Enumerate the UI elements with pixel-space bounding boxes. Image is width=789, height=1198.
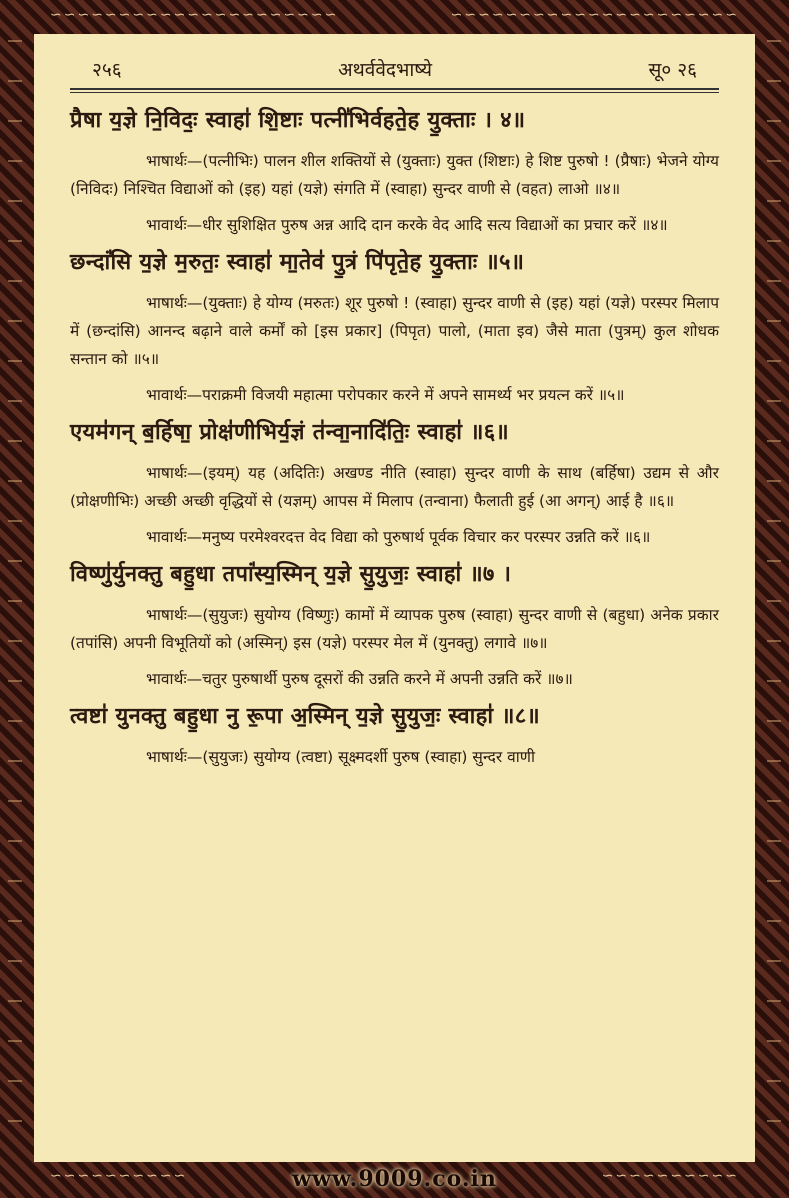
paragraph-text: (पत्नीभिः) पालन शील शक्तियों से (युक्ताः) युक्त (शिष्टाः) हे शिष्ट पुरुषो ! (प्रैषाः) भेजने योग्य (निविदः) निश्चित विद्याओं को (इह) यहां (यज्ञे) संगति में (स्वाहा) सुन्दर वाणी से (वहत) लाओ ॥४॥ <box>70 152 719 198</box>
mantra-verse: त्वष्टा॑ युनक्तु बहु॒धा नु रू॒पा अ॒स्मिन् य॒ज्ञे सु॒युजः॒ स्वाहा॑ ॥८॥ <box>70 704 540 729</box>
paragraph-label: भाषार्थः— <box>146 606 203 624</box>
paragraph-label: भाषार्थः— <box>146 294 203 312</box>
paragraph-text: (सुयुजः) सुयोग्य (त्वष्टा) सूक्ष्मदर्शी पुरुष (स्वाहा) सुन्दर वाणी <box>202 748 535 766</box>
mantra-verse: छन्दां॑सि य॒ज्ञे म॒रुतः॒ स्वाहा॑ मा॒तेव॑ पु॒त्रं पि॑पृते॒ह यु॒क्ताः ॥५॥ <box>70 250 525 275</box>
sukta-number: सू० २६ <box>648 59 697 81</box>
header-rule <box>70 88 719 93</box>
page-header <box>70 52 719 86</box>
paragraph-label: भावार्थः— <box>146 216 203 234</box>
paragraph-text: पराक्रमी विजयी महात्मा परोपकार करने में अपने सामर्थ्य भर प्रयत्न करें ॥५॥ <box>202 386 625 404</box>
paragraph-label: भावार्थः— <box>146 528 203 546</box>
mantra-verse: प्रैषा य॒ज्ञे नि॒विदः॒ स्वाहा॑ शि॒ष्टाः पत्नी॑भिर्वहते॒ह यु॒क्ताः । ४॥ <box>70 108 526 133</box>
paragraph-label: भाषार्थः— <box>146 464 203 482</box>
paragraph-text: (युक्ताः) हे योग्य (मरुतः) शूर पुरुषो ! (स्वाहा) सुन्दर वाणी से (इह) यहां (यज्ञे) परस्पर मिलाप में (छन्दांसि) आनन्द बढ़ाने वाले कर्मों को [इस प्रकार] (पिपृत) पालो, (माता इव) जैसे माता (पुत्रम्) कुल शोधक सन्तान को ॥५॥ <box>70 294 719 368</box>
paragraph-text: चतुर पुरुषार्थी पुरुष दूसरों की उन्नति करने में अपनी उन्नति करें ॥७॥ <box>202 670 573 688</box>
paragraph-text: (सुयुजः) सुयोग्य (विष्णुः) कामों में व्यापक पुरुष (स्वाहा) सुन्दर वाणी से (बहुधा) अनेक प्रकार (तपांसि) अपनी विभूतियों को (अस्मिन्) इस (यज्ञे) परस्पर मेल में (युनक्तु) लगावे ॥७॥ <box>70 606 719 652</box>
page-number: २५६ <box>92 59 122 81</box>
paragraph-label: भावार्थः— <box>146 386 203 404</box>
mantra-verse: विष्णु॑र्युनक्तु बहु॒धा तपां॑स्य॒स्मिन् य॒ज्ञे सु॒युजः॒ स्वाहा॑ ॥७ । <box>70 562 512 587</box>
translation-paragraph <box>70 743 719 771</box>
paragraph-label: भाषार्थः— <box>146 152 203 170</box>
paragraph-text: धीर सुशिक्षित पुरुष अन्न आदि दान करके वेद आदि सत्य विद्याओं का प्रचार करें ॥४॥ <box>202 216 668 234</box>
meaning-paragraph <box>70 523 719 551</box>
left-border-ornament <box>8 40 22 1150</box>
bottom-border-ornament: ∽∽∽∽∽∽∽∽∽∽ ∽∽∽∽∽∽∽∽∽∽ <box>50 1168 739 1184</box>
paragraph-label: भाषार्थः— <box>146 748 203 766</box>
meaning-paragraph <box>70 211 719 239</box>
book-title: अथर्ववेदभाष्ये <box>338 59 433 81</box>
book-page <box>34 34 755 1162</box>
top-border-ornament: ∽∽∽∽∽∽∽∽∽∽∽∽∽∽∽∽∽∽∽∽∽ ∽∽∽∽∽∽∽∽∽∽∽∽∽∽∽∽∽∽∽∽∽ <box>50 7 739 23</box>
right-border-ornament <box>767 40 781 1150</box>
paragraph-text: (इयम्) यह (अदितिः) अखण्ड नीति (स्वाहा) सुन्दर वाणी के साथ (बर्हिषा) उद्यम से और (प्रोक्षणीभिः) अच्छी अच्छी वृद्धियों से (यज्ञम्) आपस में मिलाप (तन्वाना) फैलाती हुई (आ अगन्) आई है ॥६॥ <box>70 464 719 510</box>
page-content <box>70 105 719 771</box>
meaning-paragraph <box>70 665 719 693</box>
paragraph-text: मनुष्य परमेश्वरदत्त वेद विद्या को पुरुषार्थ पूर्वक विचार कर परस्पर उन्नति करें ॥६॥ <box>202 528 651 546</box>
meaning-paragraph <box>70 381 719 409</box>
website-url: www.9009.co.in <box>292 1166 497 1192</box>
translation-paragraph <box>70 459 719 515</box>
translation-paragraph <box>70 147 719 203</box>
mantra-verse: एयम॑गन् ब॒र्हिषा॒ प्रोक्ष॑णीभिर्य॒ज्ञं त॑न्वा॒नादि॑तिः॒ स्वाहा॑ ॥६॥ <box>70 420 509 445</box>
paragraph-label: भावार्थः— <box>146 670 203 688</box>
translation-paragraph <box>70 601 719 657</box>
translation-paragraph <box>70 289 719 373</box>
